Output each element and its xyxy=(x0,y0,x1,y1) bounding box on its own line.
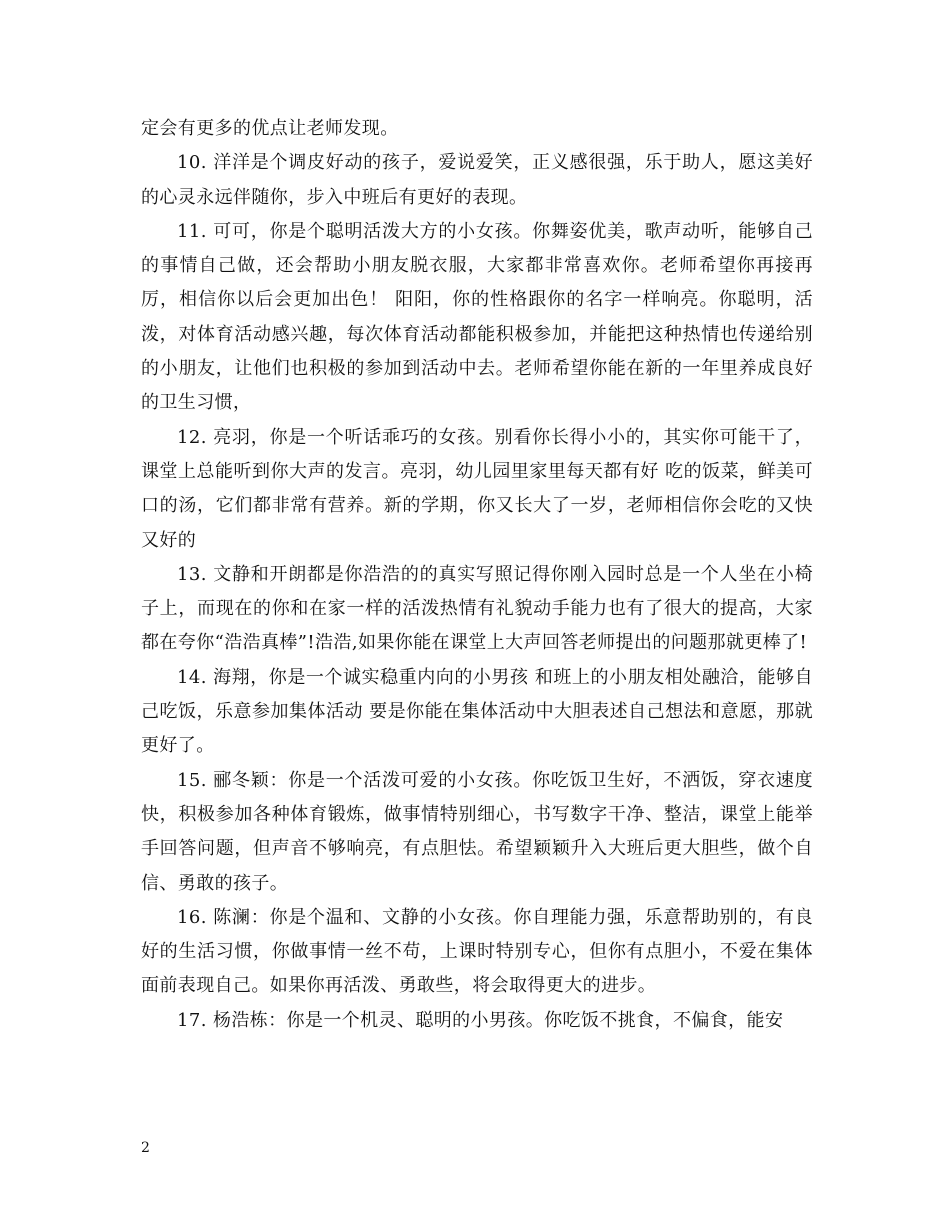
paragraph-item-13: 13. 文静和开朗都是你浩浩的的真实写照记得你刚入园时总是一个人坐在小椅子上，而现在的你和在家一样的活泼热情有礼貌动手能力也有了很大的提高，大家都在夸你“浩浩真棒”!浩浩,如果你能在课堂上大声回答老师提出的问题那就更棒了! xyxy=(141,563,813,654)
page-number: 2 xyxy=(141,1140,150,1156)
paragraph-item-10: 10. 洋洋是个调皮好动的孩子，爱说爱笑，正义感很强，乐于助人，愿这美好的心灵永远伴随你，步入中班后有更好的表现。 xyxy=(141,152,813,208)
paragraph-item-14: 14. 海翔，你是一个诚实稳重内向的小男孩 和班上的小朋友相处融洽，能够自己吃饭，乐意参加集体活动 要是你能在集体活动中大胆表述自己想法和意愿，那就更好了。 xyxy=(141,666,813,757)
paragraph-item-12: 12. 亮羽，你是一个听话乖巧的女孩。别看你长得小小的，其实你可能干了，课堂上总能听到你大声的发言。亮羽，幼儿园里家里每天都有好 吃的饭菜，鲜美可口的汤，它们都非常有营养。新的学期，你又长大了一岁，老师相信你会吃的又快又好的 xyxy=(141,426,813,551)
paragraph-item-16: 16. 陈澜：你是个温和、文静的小女孩。你自理能力强，乐意帮助别的，有良好的生活习惯，你做事情一丝不苟，上课时特别专心，但你有点胆小，不爱在集体面前表现自己。如果你再活泼、勇敢些，将会取得更大的进步。 xyxy=(141,906,813,997)
paragraph-item-15: 15. 郦冬颖：你是一个活泼可爱的小女孩。你吃饭卫生好，不洒饭，穿衣速度快，积极参加各种体育锻炼，做事情特别细心，书写数字干净、整洁，课堂上能举手回答问题，但声音不够响亮，有点胆怯。希望颖颖升入大班后更大胆些，做个自信、勇敢的孩子。 xyxy=(141,769,813,894)
paragraph-item-17: 17. 杨浩栋：你是一个机灵、聪明的小男孩。你吃饭不挑食，不偏食，能安 xyxy=(177,1009,784,1031)
paragraph-continuation: 定会有更多的优点让老师发现。 xyxy=(141,118,399,139)
body-text xyxy=(141,112,813,1038)
paragraph-item-11: 11. 可可，你是个聪明活泼大方的小女孩。你舞姿优美，歌声动听，能够自己的事情自己做，还会帮助小朋友脱衣服，大家都非常喜欢你。老师希望你再接再厉，相信你以后会更加出色！ 阳阳，你的性格跟你的名字一样响亮。你聪明，活泼，对体育活动感兴趣，每次体育活动都能积极参加，并能把这种热情也传递给别的小朋友，让他们也积极的参加到活动中去。老师希望你能在新的一年里养成良好的卫生习惯， xyxy=(141,220,813,414)
